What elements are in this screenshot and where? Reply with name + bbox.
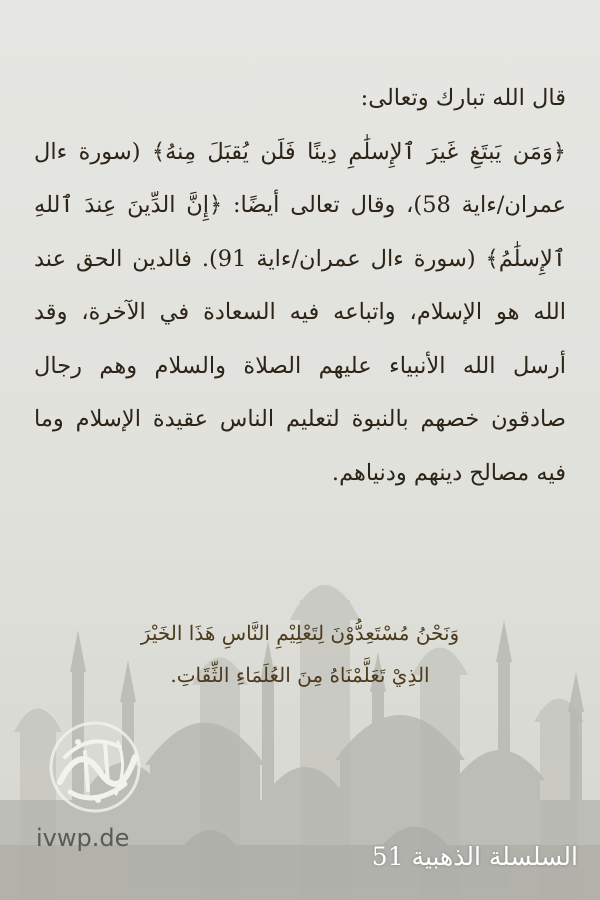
website-label: ivwp.de	[36, 824, 130, 852]
main-paragraph: ﴿وَمَن يَبتَغِ غَيرَ ٱلإِسلَٰمِ دِينًا فَلَن يُقبَلَ مِنهُ﴾ (سورة ءال عمران/ءاية 58)، وقال تعالى أيضًا: ﴿إِنَّ الدِّينَ عِندَ ٱللهِ ٱلإِسلَٰمُ﴾ (سورة ءال عمران/ءاية 91). فالدين الحق عند الله هو الإسلام، واتباعه فيه السعادة في الآخرة، وقد أرسل الله الأنبياء عليهم الصلاة والسلام وهم رجال صادقون خصهم بالنبوة لتعليم الناس عقيدة الإسلام وما فيه مصالح دينهم ودنياهم.	[34, 138, 566, 486]
quote-block	[60, 612, 540, 696]
quote-line-1: وَنَحْنُ مُسْتَعِدُّوْنَ لِتَعْلِيْمِ النَّاسِ هَذَا الخَيْرَ	[140, 621, 460, 645]
main-text	[34, 72, 566, 500]
quote-line-2: الذِيْ تَعَلَّمْنَاهُ مِنَ العُلَمَاءِ الثِّقَاتِ.	[170, 663, 430, 687]
series-title: السلسلة الذهبية 51	[371, 842, 578, 871]
main-intro: قال الله تبارك وتعالى:	[360, 85, 566, 111]
calligraphy-logo-icon	[40, 712, 150, 822]
